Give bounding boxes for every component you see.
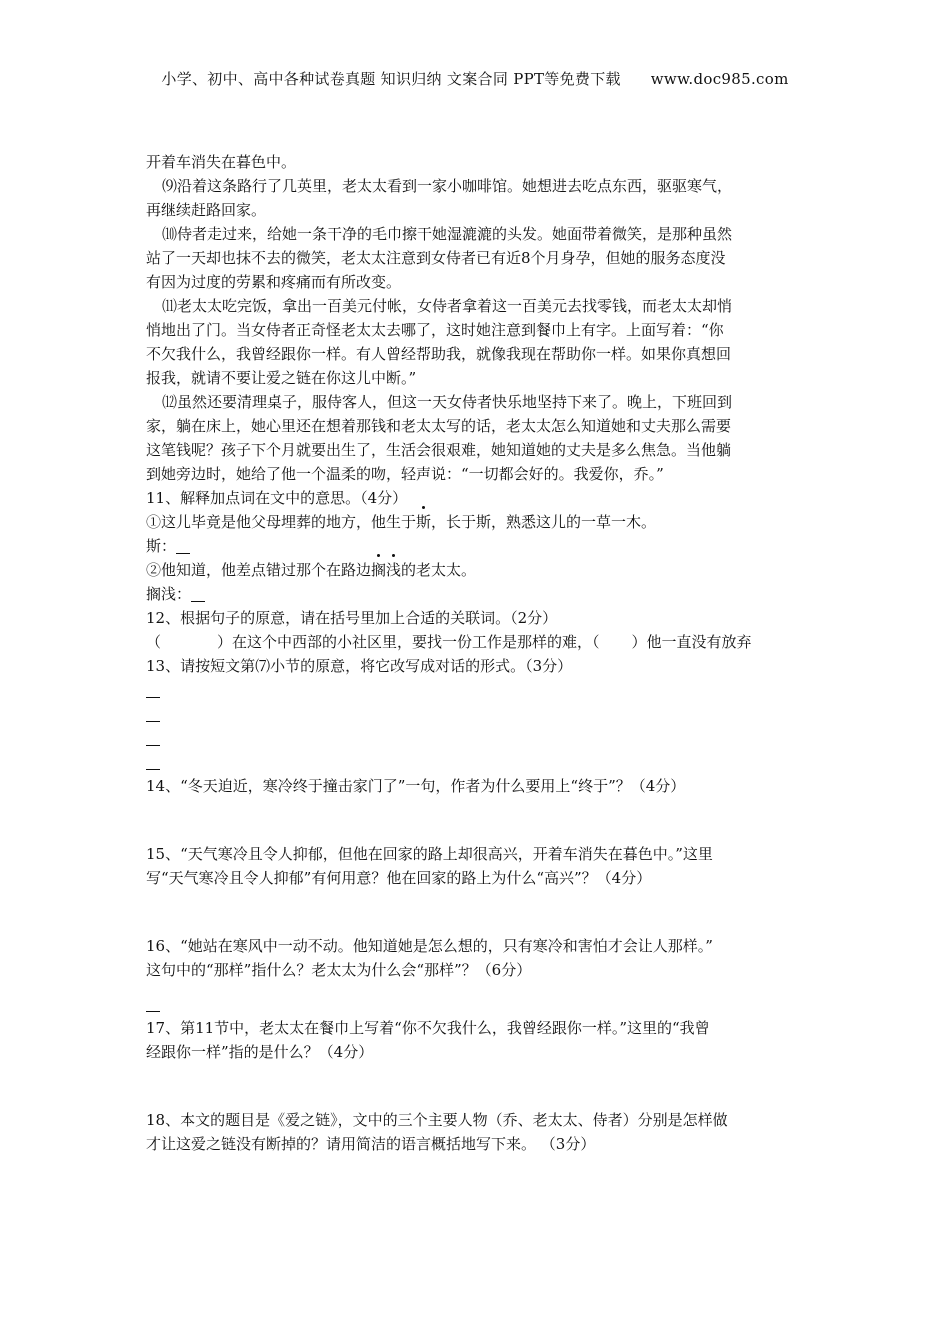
answer-line[interactable] bbox=[146, 678, 160, 702]
passage-line: ⑾老太太吃完饭，拿出一百美元付帐，女侍者拿着这一百美元去找零钱，而老太太却悄 bbox=[162, 297, 733, 315]
question-13-title: 13、请按短文第⑺小节的原意，将它改写成对话的形式。（3分） bbox=[146, 657, 573, 675]
answer-line[interactable] bbox=[146, 992, 160, 1016]
answer-blank[interactable] bbox=[191, 582, 205, 606]
page-header bbox=[0, 68, 950, 89]
passage-line: 悄地出了门。当女侍者正奇怪老太太去哪了，这时她注意到餐巾上有字。上面写着：“你 bbox=[146, 321, 724, 339]
answer-label: 搁浅： bbox=[146, 585, 192, 603]
question-17-line-1: 17、第11节中，老太太在餐巾上写着“你不欠我什么，我曾经跟你一样。”这里的“我曾 bbox=[146, 1019, 710, 1037]
passage-line: ⑼沿着这条路行了几英里，老太太看到一家小咖啡馆。她想进去吃点东西，驱驱寒气， bbox=[162, 177, 733, 195]
question-12-sentence bbox=[146, 630, 810, 654]
passage-line: 报我，就请不要让爱之链在你这儿中断。” bbox=[146, 369, 417, 387]
passage-line: 再继续赶路回家。 bbox=[146, 201, 267, 219]
passage-line: 开着车消失在暮色中。 bbox=[146, 153, 297, 171]
passage-line: 这笔钱呢？孩子下个月就要出生了，生活会很艰难，她知道她的丈夫是多么焦急。当他躺 bbox=[146, 441, 732, 459]
dotted-word: 浅 bbox=[386, 558, 401, 582]
sentence-text: ，长于斯，熟悉这儿的一草一木。 bbox=[431, 513, 657, 531]
answer-blank[interactable] bbox=[176, 534, 190, 558]
passage-line: 不欠我什么，我曾经跟你一样。有人曾经帮助我，就像我现在帮助你一样。如果你真想回 bbox=[146, 345, 732, 363]
question-12-title: 12、根据句子的原意，请在括号里加上合适的关联词。（2分） bbox=[146, 609, 558, 627]
answer-line[interactable] bbox=[146, 726, 160, 750]
header-text: 小学、初中、高中各种试卷真题 知识归纳 文案合同 PPT等免费下载 bbox=[161, 70, 621, 88]
question-11-title: 11、解释加点词在文中的意思。（4分） bbox=[146, 489, 408, 507]
question-11-answer-1 bbox=[146, 534, 810, 558]
question-18-line-1: 18、本文的题目是《爱之链》，文中的三个主要人物（乔、老太太、侍者）分别是怎样做 bbox=[146, 1111, 728, 1129]
question-15-line-2: 写“天气寒冷且令人抑郁”有何用意？他在回家的路上为什么“高兴”？（4分） bbox=[146, 869, 652, 887]
question-11-answer-2 bbox=[146, 582, 810, 606]
sentence-text: ②他知道，他差点错过那个在路边 bbox=[146, 561, 372, 579]
document-body bbox=[146, 150, 810, 1156]
question-16-line-2: 这句中的“那样”指什么？老太太为什么会“那样”？（6分） bbox=[146, 961, 532, 979]
question-11-sentence-1 bbox=[146, 510, 810, 534]
sentence-text: ）他一直没有放弃 bbox=[631, 633, 752, 651]
sentence-text: ）在这个中西部的小社区里，要找一份工作是那样的难，（ bbox=[217, 633, 600, 651]
dotted-word: 搁 bbox=[371, 558, 386, 582]
question-15-line-1: 15、“天气寒冷且令人抑郁，但他在回家的路上却很高兴，开着车消失在暮色中。”这里 bbox=[146, 845, 713, 863]
header-url: www.doc985.com bbox=[650, 70, 789, 88]
passage-line: ⑽侍者走过来，给她一条干净的毛巾擦干她湿漉漉的头发。她面带着微笑，是那种虽然 bbox=[162, 225, 733, 243]
sentence-text: ①这儿毕竟是他父母埋葬的地方，他生于 bbox=[146, 513, 417, 531]
paren-open: （ bbox=[146, 633, 162, 651]
answer-line[interactable] bbox=[146, 750, 160, 774]
question-18-line-2: 才让这爱之链没有断掉的？请用简洁的语言概括地写下来。 （3分） bbox=[146, 1135, 596, 1153]
answer-line[interactable] bbox=[146, 702, 160, 726]
question-14-title: 14、“冬天迫近，寒冷终于撞击家门了”一句，作者为什么要用上“终于”？（4分） bbox=[146, 777, 686, 795]
dotted-word: 斯 bbox=[416, 510, 431, 534]
question-16-line-1: 16、“她站在寒风中一动不动。他知道她是怎么想的，只有寒冷和害怕才会让人那样。” bbox=[146, 937, 713, 955]
question-17-line-2: 经跟你一样”指的是什么？（4分） bbox=[146, 1043, 374, 1061]
question-11-sentence-2 bbox=[146, 558, 810, 582]
passage-line: 家，躺在床上，她心里还在想着那钱和老太太写的话，老太太怎么知道她和丈夫那么需要 bbox=[146, 417, 732, 435]
passage-line: ⑿虽然还要清理桌子，服侍客人，但这一天女侍者快乐地坚持下来了。晚上，下班回到 bbox=[162, 393, 733, 411]
sentence-text: 的老太太。 bbox=[401, 561, 477, 579]
passage-line: 有因为过度的劳累和疼痛而有所改变。 bbox=[146, 273, 402, 291]
passage-line: 到她旁边时，她给了他一个温柔的吻，轻声说：“一切都会好的。我爱你，乔。” bbox=[146, 465, 664, 483]
answer-label: 斯： bbox=[146, 537, 177, 555]
passage-line: 站了一天却也抹不去的微笑，老太太注意到女侍者已有近8个月身孕，但她的服务态度没 bbox=[146, 249, 726, 267]
